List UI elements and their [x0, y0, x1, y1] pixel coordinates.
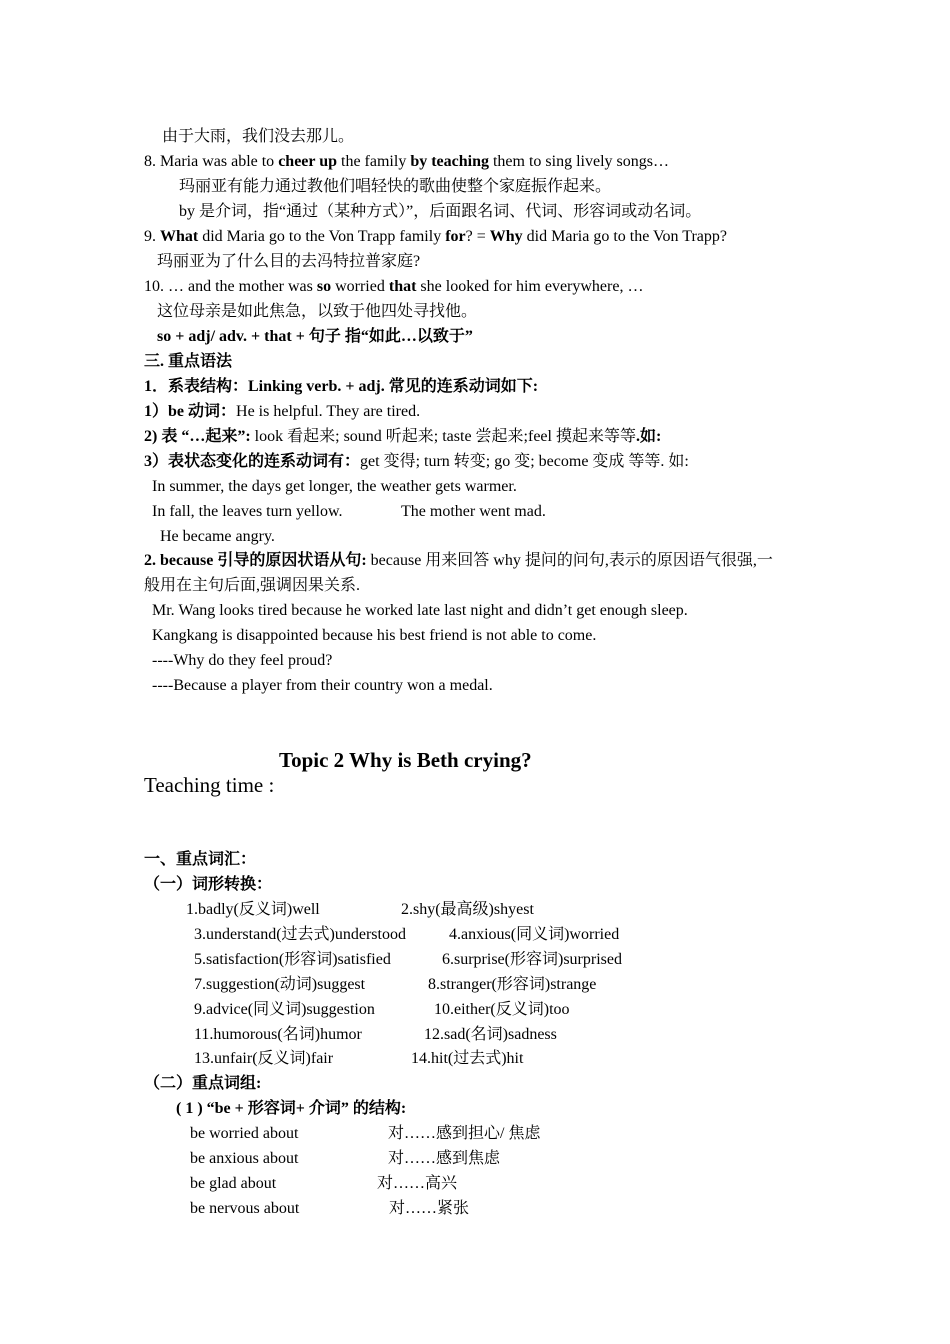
- grammar-point-2: [144, 551, 773, 571]
- example-sentence: Mr. Wang looks tired because he worked late last night and didn’t get enough sleep.: [152, 602, 688, 619]
- example-sentence: He became angry.: [160, 528, 275, 545]
- sentence-translation: 由于大雨，我们没去那儿。: [162, 128, 355, 145]
- label: 2) 表 “…起来”:: [144, 428, 251, 445]
- phrase-meaning: 对……紧张: [389, 1200, 470, 1217]
- item-9: [144, 227, 727, 247]
- section-heading-grammar: 三. 重点语法: [144, 353, 233, 370]
- item-10-translation: 这位母亲是如此焦急，以致于他四处寻找他。: [157, 303, 478, 320]
- text: He is helpful. They are tired.: [236, 403, 421, 420]
- subheading-phrases: （二）重点词组:: [144, 1075, 262, 1092]
- word-form-item: 13.unfair(反义词)fair: [194, 1050, 334, 1067]
- text: Maria was able to: [160, 153, 279, 170]
- phrase: be anxious about: [190, 1150, 299, 1167]
- word-form-item: 5.satisfaction(形容词)satisfied: [194, 951, 391, 968]
- teaching-time: Teaching time :: [144, 773, 275, 797]
- label: 3）表状态变化的连系动词有：: [144, 453, 361, 470]
- word-form-item: 10.either(反义词)too: [434, 1001, 570, 1018]
- item-number: 8.: [144, 153, 160, 170]
- grammar-1-1: [144, 402, 420, 422]
- text: did Maria go to the Von Trapp?: [522, 228, 727, 245]
- example-sentence: Kangkang is disappointed because his best friend is not able to come.: [152, 627, 597, 644]
- text: look 看起来; sound 听起来; taste 尝起来;feel 摸起来等等: [250, 428, 636, 445]
- grammar-point-2-cont: 般用在主句后面,强调因果关系.: [144, 577, 361, 594]
- example-sentence: ----Why do they feel proud?: [152, 652, 333, 669]
- text: … and the mother was: [168, 278, 317, 295]
- word-form-item: 8.stranger(形容词)strange: [428, 976, 597, 993]
- example-sentence: In summer, the days get longer, the weather gets warmer.: [152, 478, 517, 495]
- phrase-meaning: 对……感到担心/ 焦虑: [388, 1125, 541, 1142]
- text: ? =: [465, 228, 490, 245]
- word-form-item: 4.anxious(同义词)worried: [449, 926, 620, 943]
- item-9-translation: 玛丽亚为了什么目的去冯特拉普家庭?: [157, 253, 421, 270]
- so-that-pattern: so + adj/ adv. + that + 句子 指“如此…以致于”: [157, 328, 473, 345]
- bold-word: that: [388, 278, 417, 295]
- text: did Maria go to the Von Trapp family: [198, 228, 446, 245]
- item-10: [144, 277, 643, 297]
- label: 2. because 引导的原因状语从句:: [144, 552, 371, 569]
- text: worried: [331, 278, 389, 295]
- grammar-1-3: [144, 452, 689, 472]
- text: because 用来回答 why 提问的问句,表示的原因语气很强,一: [370, 552, 773, 569]
- bold-phrase: by teaching: [410, 153, 489, 170]
- example-sentence: ----Because a player from their country won a medal.: [152, 677, 493, 694]
- text: get 变得; turn 转变; go 变; become 变成 等等. 如:: [360, 453, 689, 470]
- text: the family: [337, 153, 411, 170]
- word-form-item: 3.understand(过去式)understood: [194, 926, 406, 943]
- phrase-meaning: 对……感到焦虑: [388, 1150, 501, 1167]
- item-8: [144, 152, 669, 172]
- word-form-item: 11.humorous(名词)humor: [194, 1026, 362, 1043]
- label: 1）be 动词：: [144, 403, 237, 420]
- bold-word: What: [160, 228, 199, 245]
- bold-word: for: [445, 228, 466, 245]
- item-number: 10.: [144, 278, 168, 295]
- word-form-item: 1.badly(反义词)well: [186, 901, 320, 918]
- word-form-item: 2.shy(最高级)shyest: [401, 901, 534, 918]
- text: .如:: [635, 428, 662, 445]
- subheading-structure: ( 1 ) “be + 形容词+ 介词” 的结构:: [176, 1100, 407, 1117]
- bold-word: Why: [489, 228, 523, 245]
- word-form-item: 7.suggestion(动词)suggest: [194, 976, 366, 993]
- phrase: be nervous about: [190, 1200, 300, 1217]
- text: she looked for him everywhere, …: [416, 278, 644, 295]
- item-number: 9.: [144, 228, 160, 245]
- item-8-note: by 是介词，指“通过（某种方式）”，后面跟名词、代词、形容词或动名词。: [179, 203, 702, 220]
- item-8-translation: 玛丽亚有能力通过教他们唱轻快的歌曲使整个家庭振作起来。: [179, 178, 612, 195]
- example-sentence: In fall, the leaves turn yellow.: [152, 503, 343, 520]
- bold-word: so: [316, 278, 332, 295]
- bold-phrase: cheer up: [278, 153, 337, 170]
- grammar-1-2: [144, 427, 661, 447]
- phrase: be glad about: [190, 1175, 277, 1192]
- topic-title: Topic 2 Why is Beth crying?: [279, 748, 532, 772]
- word-form-item: 6.surprise(形容词)surprised: [442, 951, 622, 968]
- section-heading-vocab: 一、重点词汇：: [144, 851, 257, 868]
- example-sentence: The mother went mad.: [401, 503, 546, 520]
- phrase: be worried about: [190, 1125, 299, 1142]
- word-form-item: 12.sad(名词)sadness: [424, 1026, 557, 1043]
- grammar-point-1: 1．系表结构：Linking verb. + adj. 常见的连系动词如下:: [144, 378, 539, 395]
- word-form-item: 14.hit(过去式)hit: [411, 1050, 524, 1067]
- phrase-meaning: 对……高兴: [377, 1175, 458, 1192]
- text: them to sing lively songs…: [488, 153, 669, 170]
- subheading-word-forms: （一）词形转换：: [144, 876, 273, 893]
- word-form-item: 9.advice(同义词)suggestion: [194, 1001, 375, 1018]
